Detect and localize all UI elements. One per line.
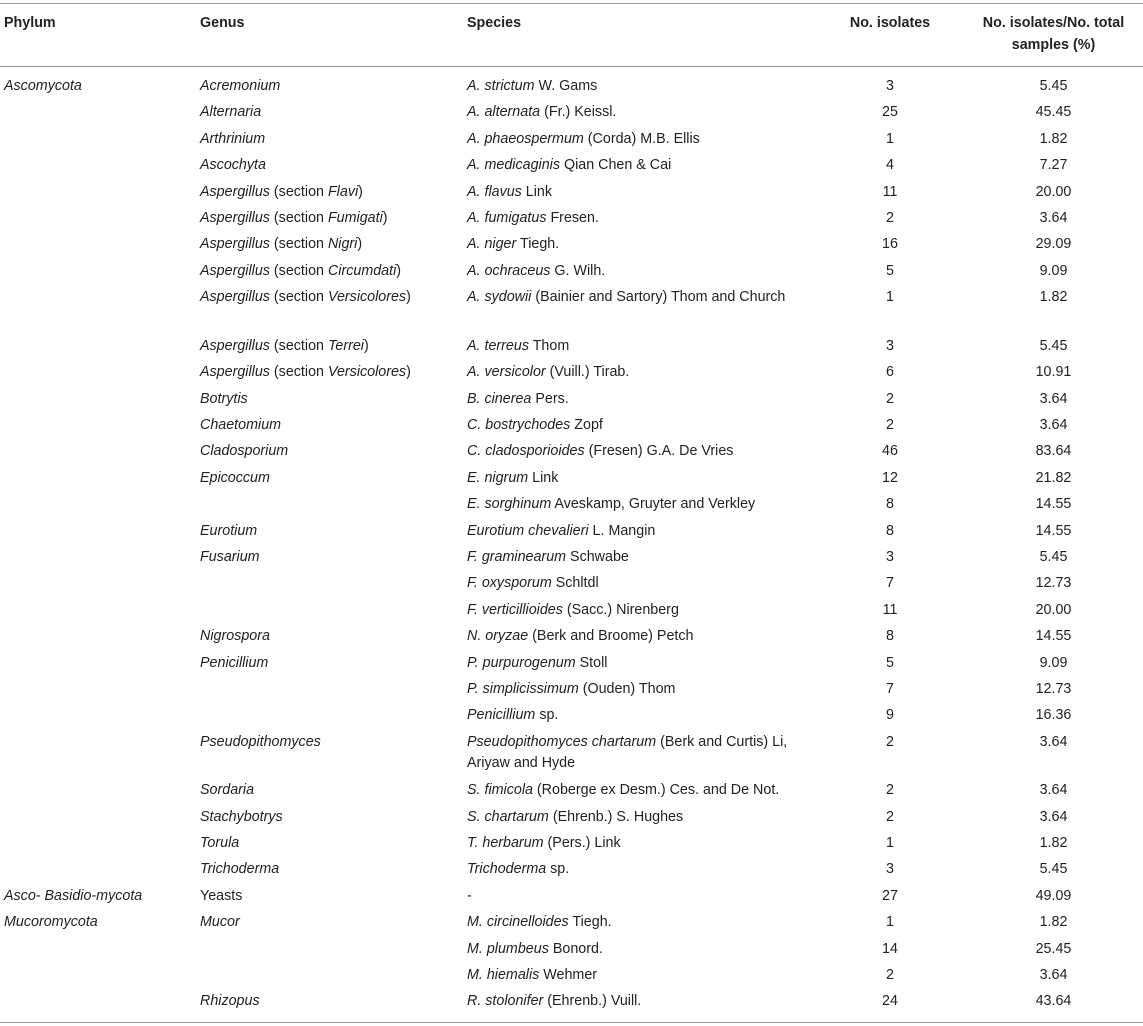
cell-species <box>467 939 812 961</box>
cell-isolates: 11 <box>882 601 898 618</box>
cell-percent: 3.64 <box>1039 416 1068 433</box>
cell-species <box>467 234 812 256</box>
species-text: Zopf <box>570 416 603 433</box>
cell-isolates: 8 <box>886 496 894 513</box>
genus-text: Aspergillus <box>200 337 270 354</box>
cell-isolates: 2 <box>886 416 894 433</box>
cell-isolates: 8 <box>886 628 894 645</box>
cell-percent: 1.82 <box>1039 835 1068 851</box>
cell-percent: 5.45 <box>1039 548 1068 565</box>
cell-percent: 21.82 <box>1035 469 1072 486</box>
cell-species <box>467 912 812 934</box>
species-text: (Berk and Broome) Petch <box>528 628 694 645</box>
cell-percent: 1.82 <box>1039 289 1068 306</box>
cell-species <box>467 521 812 543</box>
species-text: F. graminearum <box>467 548 567 565</box>
cell-species <box>467 208 812 230</box>
species-text: M. hiemalis <box>467 967 540 983</box>
cell-isolates: 2 <box>886 967 894 983</box>
cell-species <box>467 102 812 124</box>
species-text: B. cinerea <box>467 390 532 407</box>
cell-percent: 14.55 <box>1035 522 1072 539</box>
cell-percent: 20.00 <box>1035 601 1072 618</box>
species-text: S. chartarum <box>467 808 549 825</box>
cell-genus <box>200 732 460 754</box>
cell-genus <box>200 389 460 411</box>
cell-species <box>467 389 812 411</box>
species-text: Wehmer <box>539 967 598 983</box>
cell-isolates: 12 <box>882 469 898 486</box>
species-text: T. herbarum <box>467 835 544 851</box>
cell-percent: 1.82 <box>1039 914 1068 931</box>
species-text: (Berk and Curtis) Li, Ariyaw and Hyde <box>467 733 788 772</box>
cell-species <box>467 182 812 204</box>
species-text: M. circinelloides <box>467 914 569 931</box>
cell-phylum: Ascomycota <box>4 78 82 94</box>
header-genus: Genus <box>200 15 245 31</box>
cell-genus <box>200 287 460 309</box>
species-text: Tiegh. <box>568 914 612 931</box>
cell-species <box>467 336 812 358</box>
cell-isolates: 14 <box>882 940 898 957</box>
cell-genus <box>200 155 460 177</box>
cell-isolates: 24 <box>882 993 898 1010</box>
species-text: Link <box>528 469 559 486</box>
cell-percent: 16.36 <box>1035 707 1072 724</box>
cell-isolates: 7 <box>886 680 894 697</box>
genus-text: (section <box>269 236 328 253</box>
cell-percent: 3.64 <box>1039 733 1068 750</box>
cell-genus <box>200 547 460 569</box>
cell-species <box>467 965 812 987</box>
header-isolates: No. isolates <box>849 15 931 31</box>
cell-genus <box>200 521 460 543</box>
cell-isolates: 3 <box>886 78 894 94</box>
species-text: sp. <box>546 861 570 878</box>
cell-percent: 5.45 <box>1039 861 1068 878</box>
genus-text: ) <box>396 262 402 279</box>
cell-isolates: 27 <box>882 887 898 904</box>
cell-genus <box>200 991 460 1013</box>
cell-percent: 49.09 <box>1035 887 1072 904</box>
cell-species <box>467 155 812 177</box>
species-text: sp. <box>535 707 559 724</box>
species-text: (Fresen) G.A. De Vries <box>584 443 734 460</box>
cell-isolates: 1 <box>886 289 894 306</box>
cell-percent: 3.64 <box>1039 390 1068 407</box>
species-text: A. niger <box>467 236 517 253</box>
header-bottom-rule <box>0 66 1143 67</box>
genus-text: Circumdati <box>327 262 397 279</box>
cell-percent: 83.64 <box>1035 443 1072 460</box>
cell-species <box>467 287 812 309</box>
cell-percent: 25.45 <box>1035 940 1072 957</box>
genus-text: (section <box>269 183 328 200</box>
species-text: (Fr.) Keissl. <box>540 104 617 121</box>
cell-isolates: 3 <box>886 548 894 565</box>
cell-species <box>467 415 812 437</box>
genus-text: Nigrospora <box>200 628 270 645</box>
genus-text: Acremonium <box>200 78 281 94</box>
species-text: S. fimicola <box>467 782 533 799</box>
species-text: F. oxysporum <box>467 575 552 592</box>
cell-species <box>467 494 812 516</box>
header-phylum: Phylum <box>4 15 56 31</box>
species-text: A. sydowii <box>467 289 532 306</box>
cell-percent: 9.09 <box>1039 262 1068 279</box>
species-text: A. ochraceus <box>467 262 551 279</box>
cell-percent: 3.64 <box>1039 808 1068 825</box>
cell-isolates: 46 <box>882 443 898 460</box>
genus-text: Versicolores <box>327 289 407 306</box>
species-text: Pseudopithomyces chartarum <box>467 733 657 750</box>
cell-genus <box>200 626 460 648</box>
cell-species <box>467 807 812 829</box>
cell-genus <box>200 886 460 908</box>
cell-isolates: 2 <box>886 808 894 825</box>
genus-text: Fumigati <box>327 210 383 226</box>
species-text: F. verticillioides <box>467 601 563 618</box>
species-text: Trichoderma <box>467 861 547 878</box>
cell-percent: 14.55 <box>1035 628 1072 645</box>
genus-text: (section <box>269 262 328 279</box>
genus-text: Botrytis <box>200 390 248 407</box>
cell-percent: 3.64 <box>1039 967 1068 983</box>
species-text: (Roberge ex Desm.) Ces. and De Not. <box>532 782 780 799</box>
genus-text: Arthrinium <box>200 130 266 147</box>
cell-percent: 10.91 <box>1035 364 1072 381</box>
species-text: Link <box>521 183 553 200</box>
cell-isolates: 7 <box>886 575 894 592</box>
cell-species <box>467 468 812 490</box>
cell-percent: 29.09 <box>1035 236 1072 253</box>
species-text: A. phaeospermum <box>467 130 584 147</box>
cell-genus <box>200 76 460 98</box>
cell-species <box>467 626 812 648</box>
species-text: P. purpurogenum <box>467 654 576 671</box>
genus-text: Aspergillus <box>200 262 270 279</box>
genus-text: Pseudopithomyces <box>200 733 321 750</box>
genus-text: Aspergillus <box>200 236 270 253</box>
table-header <box>0 12 1143 62</box>
genus-text: Aspergillus <box>200 210 270 226</box>
species-text: A. flavus <box>467 183 522 200</box>
species-text: G. Wilh. <box>550 262 606 279</box>
cell-species <box>467 441 812 463</box>
species-text: Thom <box>528 337 570 354</box>
table-bottom-rule <box>0 1022 1143 1023</box>
genus-text: Cladosporium <box>200 443 289 460</box>
cell-species <box>467 76 812 98</box>
species-text: (Vuill.) Tirab. <box>545 364 630 381</box>
species-text: N. oryzae <box>467 628 529 645</box>
genus-text: Epicoccum <box>200 469 270 486</box>
cell-phylum: Mucoromycota <box>4 914 98 931</box>
species-text: Bonord. <box>548 940 603 957</box>
genus-text: (section <box>269 337 328 354</box>
cell-species <box>467 362 812 384</box>
cell-genus <box>200 261 460 283</box>
cell-percent: 9.09 <box>1039 654 1068 671</box>
cell-isolates: 11 <box>882 183 898 200</box>
genus-text: Yeasts <box>200 887 243 904</box>
cell-isolates: 3 <box>886 337 894 354</box>
cell-species <box>467 732 812 775</box>
cell-species <box>467 129 812 151</box>
species-text: Pers. <box>531 390 569 407</box>
cell-genus <box>200 415 460 437</box>
cell-species <box>467 261 812 283</box>
genus-text: ) <box>357 236 363 253</box>
species-text: A. versicolor <box>467 364 546 381</box>
cell-isolates: 1 <box>886 914 894 931</box>
cell-isolates: 25 <box>882 104 898 121</box>
cell-phylum: Asco- Basidio-mycota <box>4 887 143 904</box>
cell-species <box>467 886 812 908</box>
species-text: Fresen. <box>546 210 599 226</box>
genus-text: (section <box>269 210 328 226</box>
genus-text: Aspergillus <box>200 289 270 306</box>
species-text: A. medicaginis <box>467 157 560 174</box>
genus-text: Ascochyta <box>200 157 266 174</box>
genus-text: Chaetomium <box>200 416 282 433</box>
genus-text: ) <box>358 183 363 200</box>
genus-text: ) <box>363 337 369 354</box>
species-text: Tiegh. <box>516 236 560 253</box>
genus-text: ) <box>406 364 411 381</box>
header-percent: No. isolates/No. total samples (%) <box>982 15 1125 53</box>
cell-isolates: 4 <box>886 157 894 174</box>
species-text: Aveskamp, Gruyter and Verkley <box>551 496 756 513</box>
cell-isolates: 1 <box>886 835 894 851</box>
genus-text: Aspergillus <box>200 364 270 381</box>
species-text: E. sorghinum <box>467 496 552 513</box>
genus-text: (section <box>269 289 328 306</box>
cell-species <box>467 600 812 622</box>
species-text: A. fumigatus <box>467 210 547 226</box>
cell-genus <box>200 129 460 151</box>
genus-text: ) <box>382 210 388 226</box>
species-text: M. plumbeus <box>467 940 549 957</box>
species-text: R. stolonifer <box>467 993 544 1010</box>
species-text: C. bostrychodes <box>467 416 571 433</box>
cell-genus <box>200 807 460 829</box>
species-text: (Ouden) Thom <box>578 680 676 697</box>
cell-isolates: 5 <box>886 654 894 671</box>
cell-percent: 1.82 <box>1039 130 1068 147</box>
species-text: E. nigrum <box>467 469 529 486</box>
genus-text: Flavi <box>327 183 359 200</box>
species-text: (Bainier and Sartory) Thom and Church <box>531 289 786 306</box>
cell-percent: 5.45 <box>1039 337 1068 354</box>
genus-text: Mucor <box>200 914 240 931</box>
genus-text: Eurotium <box>200 522 258 539</box>
cell-isolates: 3 <box>886 861 894 878</box>
genus-text: Penicillium <box>200 654 269 671</box>
species-text: A. terreus <box>467 337 529 354</box>
genus-text: Torula <box>200 835 240 851</box>
genus-text: Stachybotrys <box>200 808 283 825</box>
cell-percent: 5.45 <box>1039 78 1068 94</box>
cell-isolates: 1 <box>886 130 894 147</box>
cell-percent: 12.73 <box>1035 680 1072 697</box>
cell-percent: 3.64 <box>1039 210 1068 226</box>
genus-text: Alternaria <box>200 104 262 121</box>
species-text: A. strictum <box>467 78 535 94</box>
cell-isolates: 2 <box>886 210 894 226</box>
cell-isolates: 9 <box>886 707 894 724</box>
species-text: Stoll <box>575 654 608 671</box>
genus-text: Trichoderma <box>200 861 280 878</box>
cell-genus <box>200 234 460 256</box>
cell-percent: 7.27 <box>1039 157 1068 174</box>
cell-isolates: 8 <box>886 522 894 539</box>
cell-genus <box>200 912 460 934</box>
species-text: A. alternata <box>467 104 541 121</box>
species-text: Schwabe <box>566 548 629 565</box>
cell-species <box>467 653 812 675</box>
genus-text: Aspergillus <box>200 183 270 200</box>
genus-text: Terrei <box>327 337 364 354</box>
species-text: P. simplicissimum <box>467 680 579 697</box>
cell-isolates: 2 <box>886 782 894 799</box>
species-text: (Ehrenb.) Vuill. <box>543 993 642 1010</box>
cell-genus <box>200 833 460 855</box>
cell-percent: 43.64 <box>1035 993 1072 1010</box>
species-text: Eurotium chevalieri <box>467 522 589 539</box>
genus-text: ) <box>406 289 411 306</box>
cell-percent: 12.73 <box>1035 575 1072 592</box>
genus-text: Rhizopus <box>200 993 260 1010</box>
species-text: (Ehrenb.) S. Hughes <box>548 808 684 825</box>
species-text: (Pers.) Link <box>543 835 621 851</box>
cell-genus <box>200 336 460 358</box>
species-text: L. Mangin <box>588 522 656 539</box>
cell-species <box>467 780 812 802</box>
cell-genus <box>200 441 460 463</box>
species-text: Qian Chen & Cai <box>559 157 672 174</box>
cell-percent: 20.00 <box>1035 183 1072 200</box>
species-text: Penicillium <box>467 707 536 724</box>
header-species: Species <box>467 15 522 31</box>
species-text: (Corda) M.B. Ellis <box>583 130 700 147</box>
cell-genus <box>200 780 460 802</box>
cell-species <box>467 679 812 701</box>
cell-percent: 45.45 <box>1035 104 1072 121</box>
genus-text: Fusarium <box>200 548 260 565</box>
species-text: Schltdl <box>551 575 599 592</box>
cell-isolates: 2 <box>886 390 894 407</box>
cell-isolates: 6 <box>886 364 894 381</box>
cell-species <box>467 705 812 727</box>
genus-text: Sordaria <box>200 782 255 799</box>
species-text: (Sacc.) Nirenberg <box>562 601 679 618</box>
species-text: C. cladosporioides <box>467 443 585 460</box>
cell-percent: 14.55 <box>1035 496 1072 513</box>
cell-species <box>467 573 812 595</box>
cell-species <box>467 991 812 1013</box>
cell-genus <box>200 182 460 204</box>
cell-percent: 3.64 <box>1039 782 1068 799</box>
table-top-rule <box>0 3 1143 4</box>
cell-genus <box>200 362 460 384</box>
cell-isolates: 16 <box>882 236 898 253</box>
species-text: - <box>467 887 472 904</box>
cell-isolates: 5 <box>886 262 894 279</box>
cell-genus <box>200 102 460 124</box>
genus-text: Nigri <box>327 236 358 253</box>
cell-isolates: 2 <box>886 733 894 750</box>
species-text: W. Gams <box>534 78 598 94</box>
cell-genus <box>200 208 460 230</box>
cell-genus <box>200 859 460 881</box>
genus-text: (section <box>269 364 328 381</box>
cell-genus <box>200 468 460 490</box>
cell-species <box>467 833 812 855</box>
cell-species <box>467 547 812 569</box>
genus-text: Versicolores <box>327 364 407 381</box>
cell-genus <box>200 653 460 675</box>
cell-species <box>467 859 812 881</box>
